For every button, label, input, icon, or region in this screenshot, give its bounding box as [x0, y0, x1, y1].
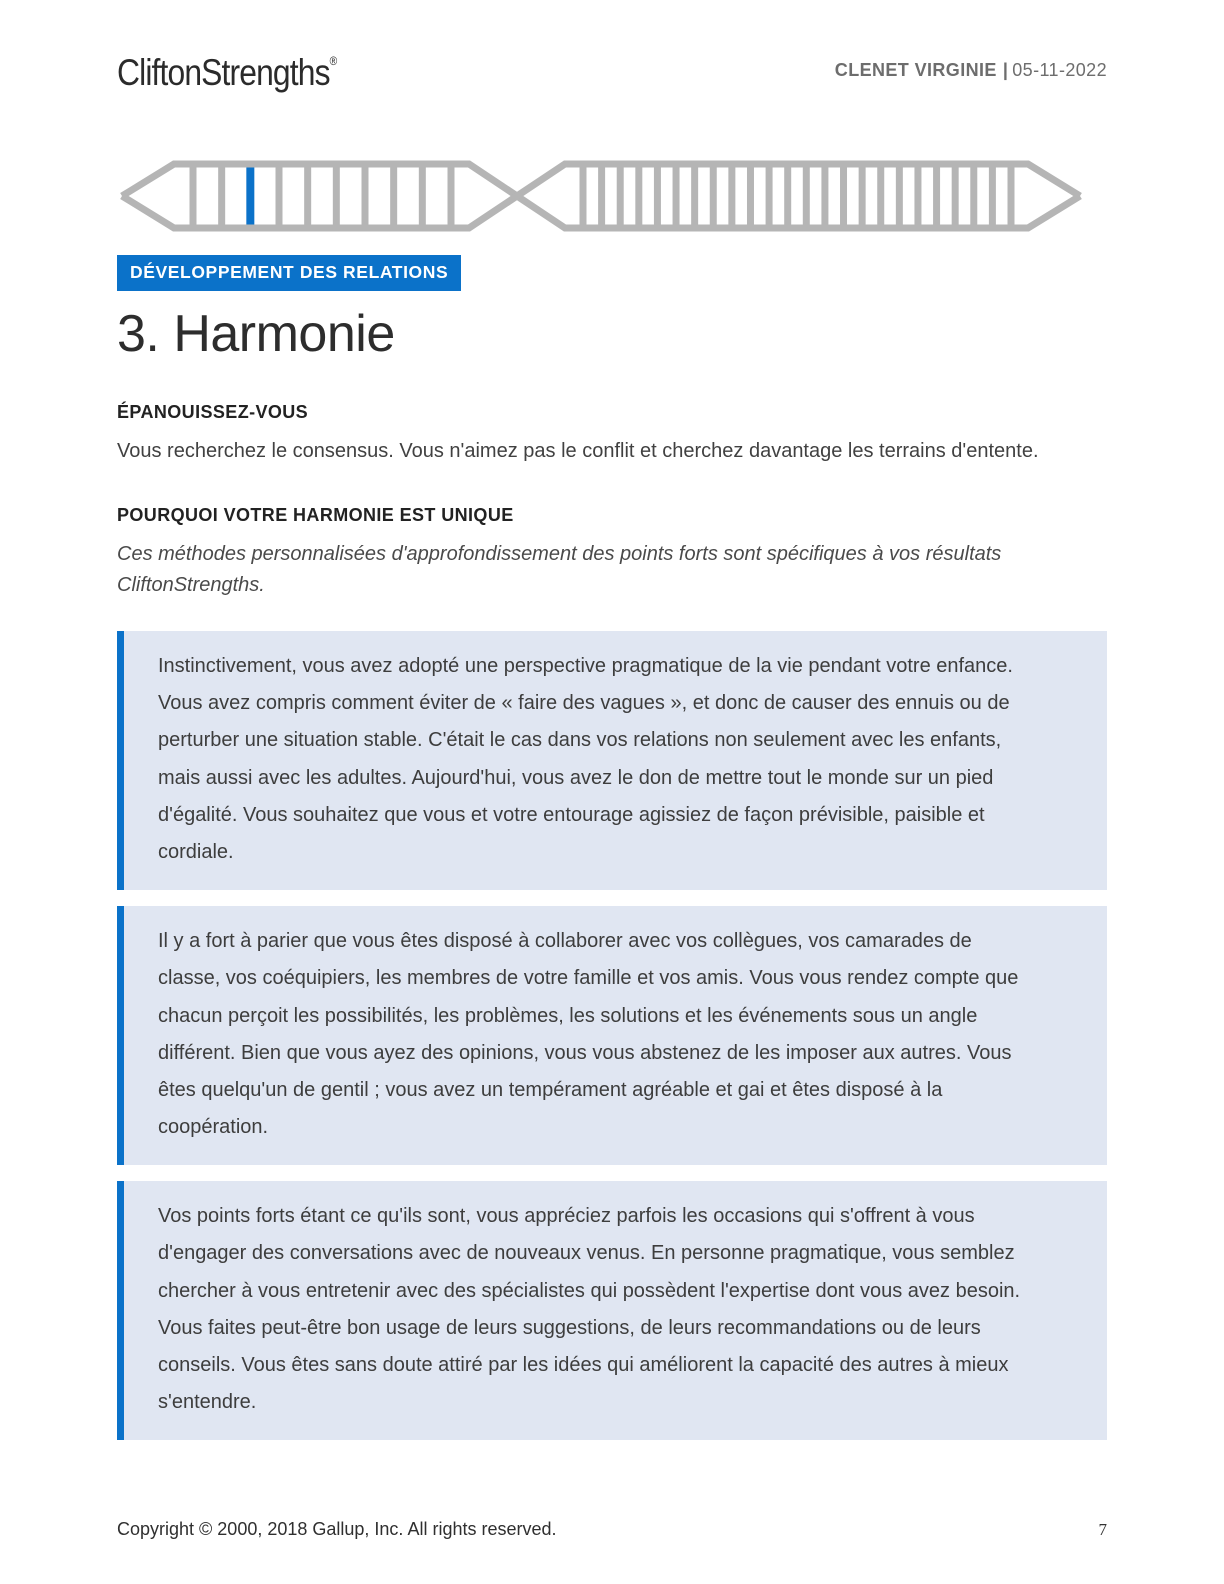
report-date: 05-11-2022: [1012, 60, 1107, 80]
cliftonstrengths-logo: [117, 52, 337, 94]
section-body-unique: Ces méthodes personnalisées d'approfondissement des points forts sont spécifiques à vos résultats CliftonStrengths.: [117, 543, 1002, 596]
user-name: CLENET VIRGINIE: [834, 60, 997, 80]
insight-text: Instinctivement, vous avez adopté une perspective pragmatique de la vie pendant votre enfance. Vous avez compris comment éviter de « faire des vagues », et donc de causer des ennuis ou de perturber une situation stable. C'était le cas dans vos relations non seulement avec les enfants, mais aussi avec les adultes. Aujourd'hui, vous avez le don de mettre tout le monde sur un pied d'égalité. Vous souhaitez que vous et votre entourage agissiez de façon prévisible, paisible et cordiale.: [158, 655, 1013, 863]
insight-text: Vos points forts étant ce qu'ils sont, vous appréciez parfois les occasions qui s'offrent à vous d'engager des conversations avec de nouveaux venus. En personne pragmatique, vous semblez chercher à vous entretenir avec des spécialistes qui possèdent l'expertise dont vous avez besoin. Vous faites peut-être bon usage de leurs suggestions, de leurs recommandations ou de leurs conseils. Vous êtes sans doute attiré par les idées qui améliorent la capacité des autres à mieux s'entendre.: [158, 1205, 1021, 1414]
copyright-notice: Copyright © 2000, 2018 Gallup, Inc. All rights reserved.: [117, 1519, 557, 1539]
insight-text: Il y a fort à parier que vous êtes disposé à collaborer avec vos collègues, vos camarades de classe, vos coéquipiers, les membres de votre famille et vos amis. Vous vous rendez compte que chacun perçoit les possibilités, les problèmes, les solutions et les événements sous un angle différent. Bien que vous ayez des opinions, vous vous abstenez de les imposer aux autres. Vous êtes quelqu'un de gentil ; vous avez un tempérament agréable et gai et êtes disposé à la coopération.: [158, 930, 1019, 1139]
section-heading-unique: POURQUOI VOTRE HARMONIE EST UNIQUE: [117, 505, 514, 525]
strengths-dna-ribbon-svg: [117, 154, 1085, 238]
theme-domain-badge: DÉVELOPPEMENT DES RELATIONS: [117, 255, 461, 291]
personalized-insights: [117, 631, 1107, 1440]
insight-box: [117, 1181, 1107, 1440]
separator: |: [1002, 60, 1009, 80]
registered-trademark-symbol: ®: [329, 54, 338, 68]
page-footer: [117, 1519, 1107, 1540]
section-heading-thrive: ÉPANOUISSEZ-VOUS: [117, 402, 309, 422]
page-header: [117, 52, 1107, 94]
strengths-dna-ribbon: [117, 154, 1085, 238]
insight-box: [117, 906, 1107, 1165]
section-body-thrive: Vous recherchez le consensus. Vous n'aimez pas le conflit et cherchez davantage les terrains d'entente.: [117, 440, 1039, 462]
report-user-and-date: [835, 60, 1107, 81]
insight-box: [117, 631, 1107, 890]
page-title: 3. Harmonie: [117, 305, 395, 363]
logo-text: CliftonStrengths: [117, 52, 330, 93]
page-number: 7: [1098, 1520, 1107, 1539]
